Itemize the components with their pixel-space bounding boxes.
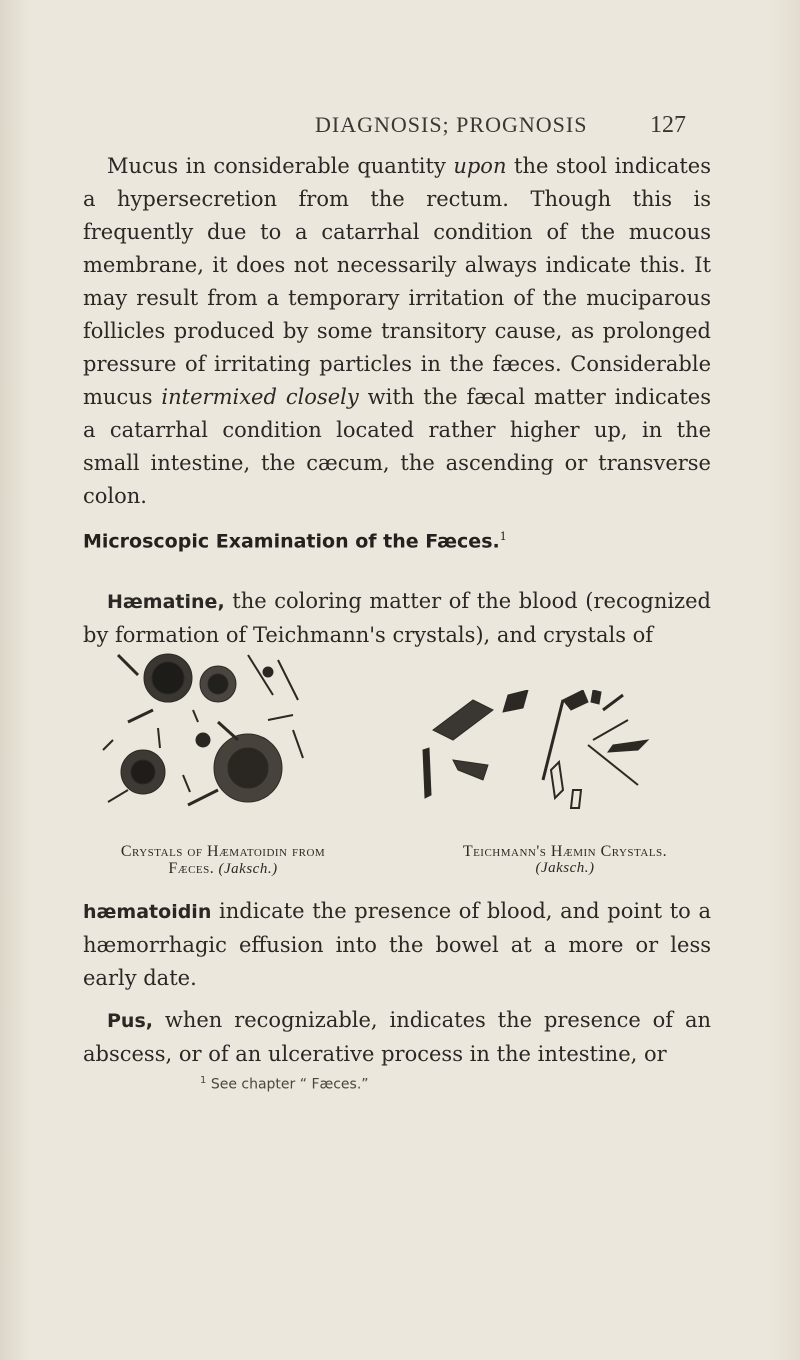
- footnote-text: See chapter “ Fæces.”: [210, 1076, 369, 1093]
- footnote: [200, 1075, 369, 1093]
- term-pus: Pus,: [107, 1010, 153, 1032]
- caption-haematoidin-faeces: Fæces.: [168, 860, 215, 877]
- paragraph-mucus: [83, 150, 711, 513]
- section-heading-text: Microscopic Examination of the Fæces.: [83, 530, 500, 553]
- footnote-reference: 1: [499, 530, 507, 543]
- paragraph-mucus-italic-intermixed: intermixed closely: [161, 385, 359, 409]
- paragraph-mucus-italic-upon: upon: [453, 154, 507, 178]
- paragraph-haematoidin: [83, 895, 711, 995]
- section-heading: [83, 530, 507, 552]
- caption-haemin-source: (Jaksch.): [535, 860, 595, 876]
- paragraph-pus: [83, 1004, 711, 1071]
- term-haematoidin: hæmatoidin: [83, 901, 212, 923]
- haemin-crystals-illustration: [413, 690, 653, 810]
- caption-haemin-line1: Teichmann's Hæmin Crystals.: [462, 843, 668, 860]
- haematoidin-crystals-illustration: [98, 650, 318, 810]
- caption-haematoidin-line2: [83, 860, 363, 878]
- caption-haematoidin-line1: Crystals of Hæmatoidin from: [120, 843, 326, 860]
- paragraph-pus-text: when recognizable, indicates the presence of an abscess, or of an ulcerative process in the intestine, or: [83, 1008, 711, 1066]
- caption-haematoidin-source: (Jaksch.): [218, 861, 278, 877]
- term-haematine: Hæmatine,: [107, 591, 225, 613]
- caption-haematoidin: [83, 843, 363, 878]
- footnote-mark: 1: [200, 1075, 207, 1086]
- paragraph-haematine: [83, 585, 711, 652]
- caption-haemin: [400, 843, 730, 877]
- paragraph-mucus-text-b: the stool indicates a hypersecretion from the rectum. Though this is frequently due to a catarrhal condition of the mucous membrane, it does not necessarily always indicate this. It may result from a temporary irritation of the muciparous follicles produced by some transitory cause, as prolonged pressure of irritating particles in the fæces. Considerable mucus: [83, 154, 711, 409]
- figure-area: [83, 650, 723, 840]
- caption-haemin-line2: [400, 860, 730, 877]
- page-number: 127: [650, 112, 686, 138]
- paragraph-haematoidin-text: indicate the presence of blood, and point to a hæmorrhagic effusion into the bowel at a more or less early date.: [83, 899, 711, 990]
- page-header: [0, 112, 800, 142]
- paragraph-haematine-text: the coloring matter of the blood (recognized by formation of Teichmann's crystals), and crystals of: [83, 589, 711, 647]
- paragraph-mucus-text-c: with the fæcal matter indicates a catarrhal condition located rather higher up, in the small intestine, the cæcum, the ascending or transverse colon.: [83, 385, 711, 508]
- running-head: DIAGNOSIS; PROGNOSIS: [315, 112, 588, 137]
- paragraph-mucus-text-a: Mucus in considerable quantity: [107, 154, 454, 178]
